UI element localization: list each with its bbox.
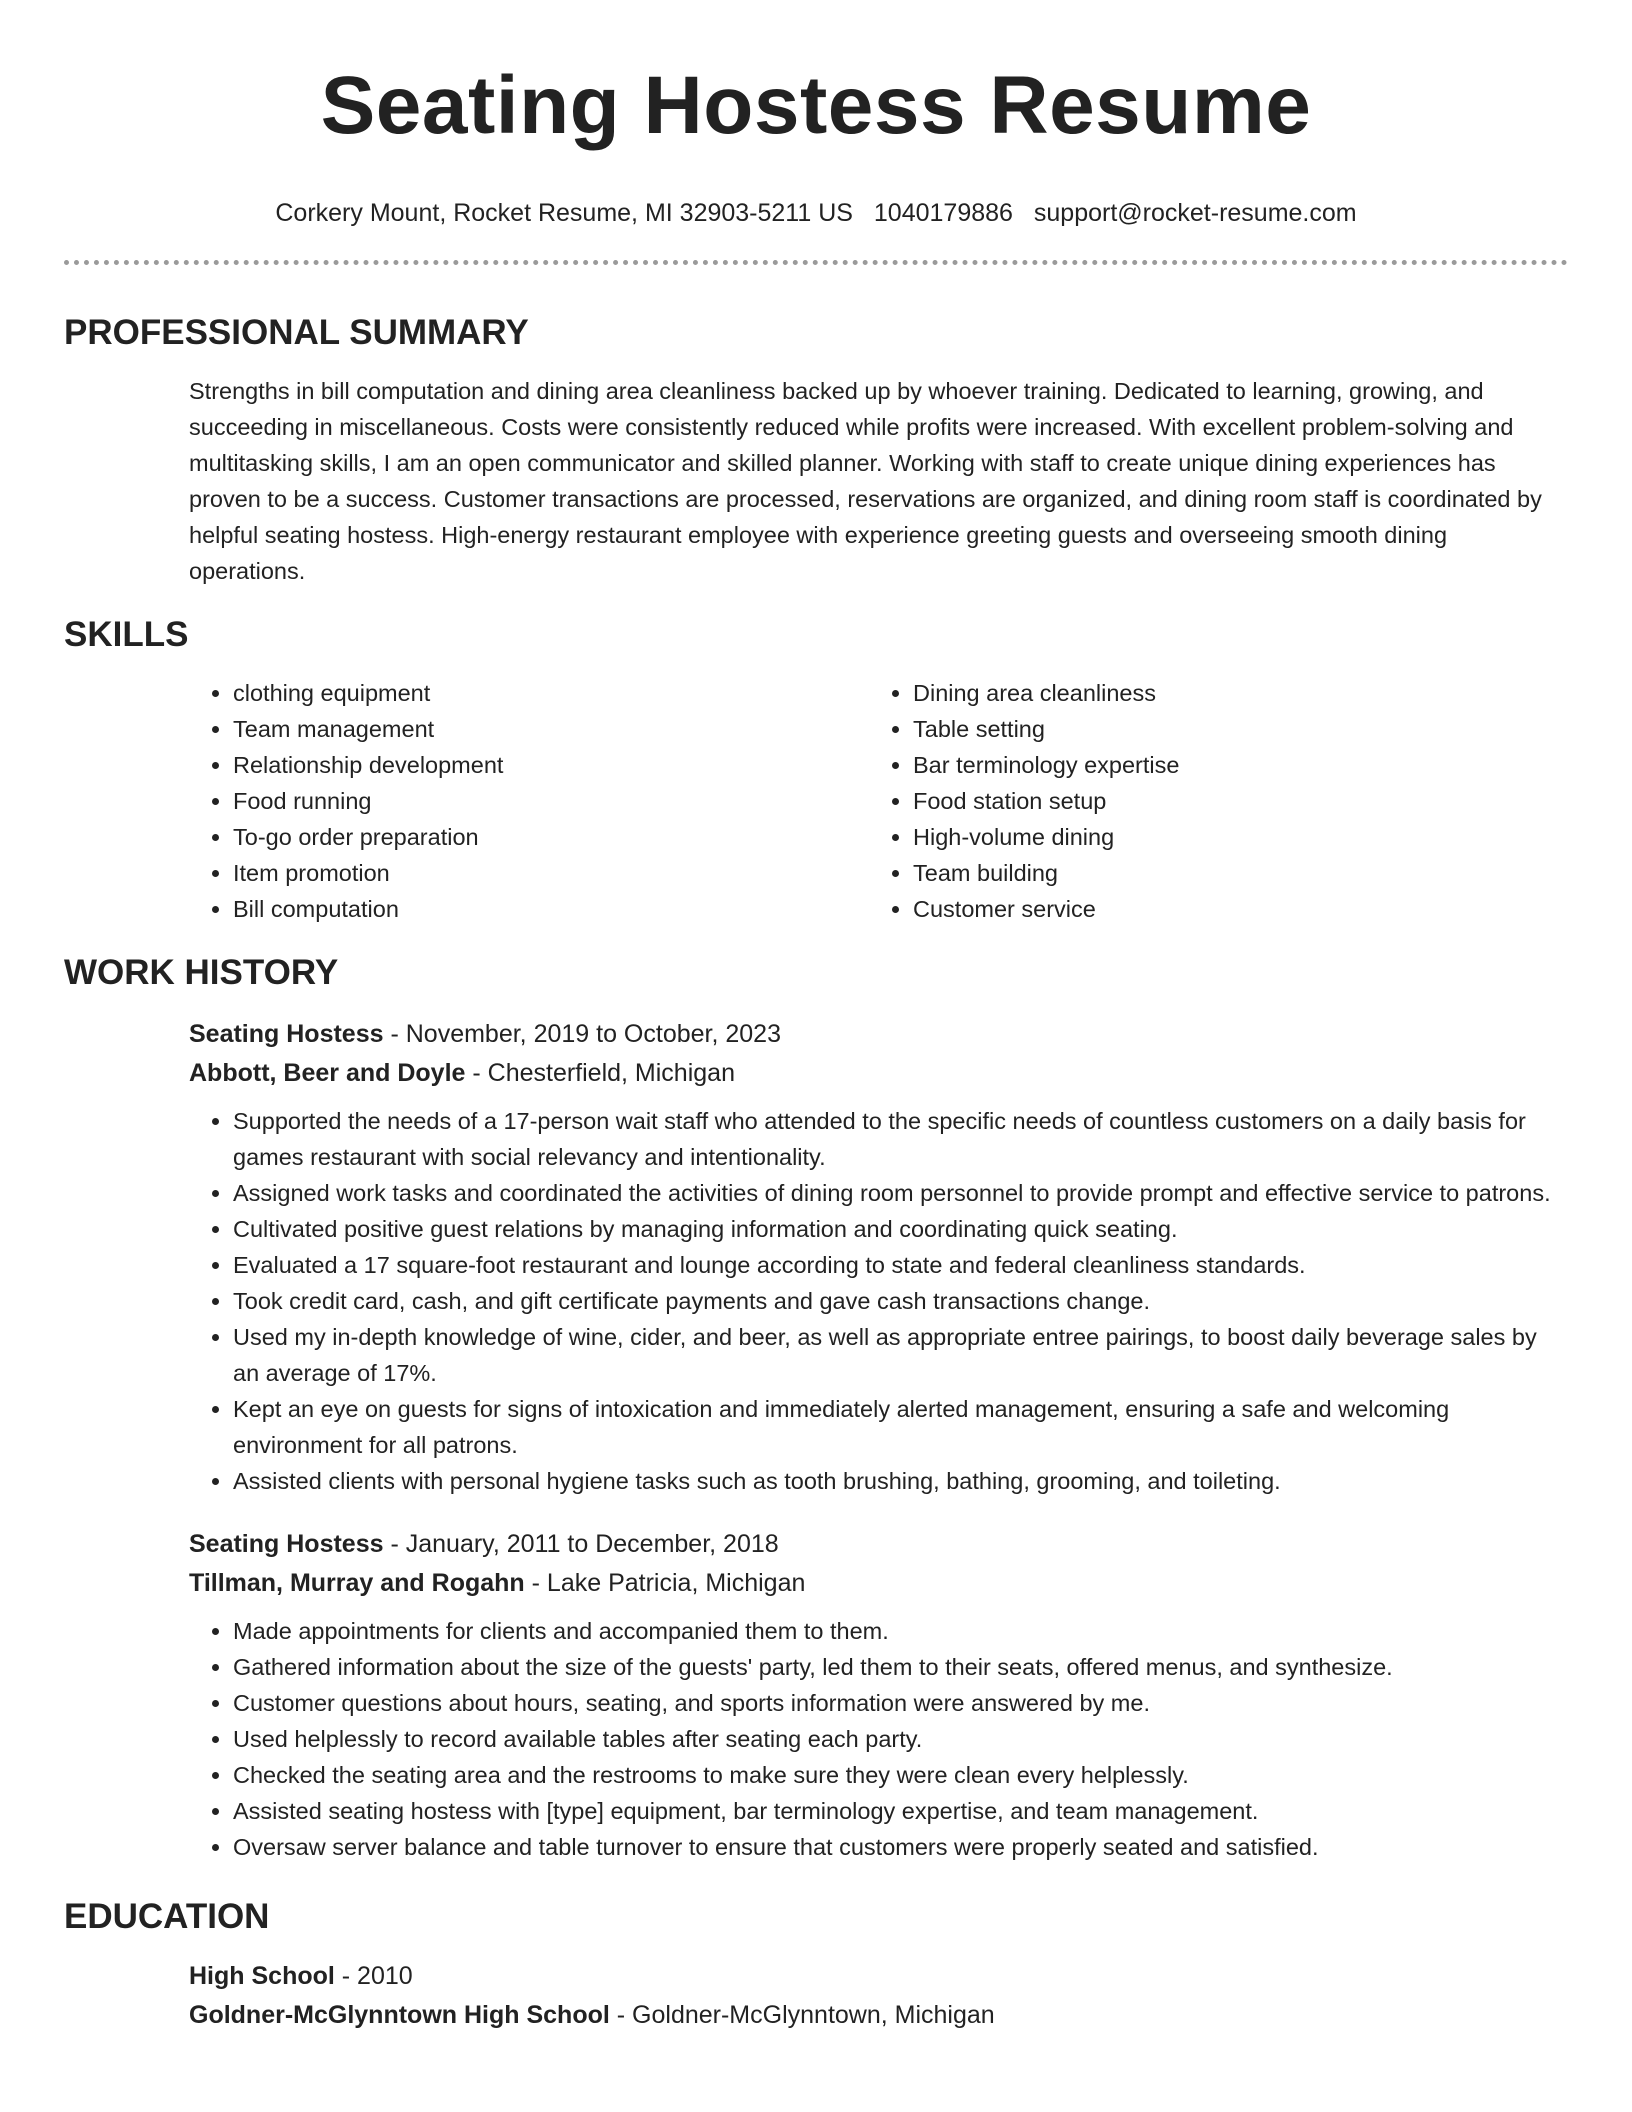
education-location: - Goldner-McGlynntown, Michigan: [609, 2001, 995, 2029]
job-duty: • Checked the seating area and the restrooms to make sure they were clean every helplessly.: [233, 1757, 1568, 1793]
job-duty: • Used helplessly to record available tables after seating each party.: [233, 1721, 1568, 1757]
skill-item: • Table setting: [913, 711, 1549, 747]
skill-item: • To-go order preparation: [233, 819, 869, 855]
job-company: Tillman, Murray and Rogahn: [189, 1569, 525, 1597]
job-duty: • Used my in-depth knowledge of wine, cider, and beer, as well as appropriate entree pairings, to boost daily beverage sales by an average of 17%.: [233, 1319, 1568, 1391]
skill-item: • Bar terminology expertise: [913, 747, 1549, 783]
skill-item: • Team management: [233, 711, 869, 747]
contact-phone: 1040179886: [873, 199, 1013, 227]
job-company: Abbott, Beer and Doyle: [189, 1059, 466, 1087]
skill-item: • High-volume dining: [913, 819, 1549, 855]
job-duty: • Kept an eye on guests for signs of intoxication and immediately alerted management, ensuring a safe and welcoming environment for all patrons.: [233, 1391, 1568, 1463]
education-heading: EDUCATION: [64, 1897, 270, 1936]
contact-email: support@rocket-resume.com: [1033, 199, 1357, 227]
summary-text: Strengths in bill computation and dining area cleanliness backed up by whoever training. Dedicated to learning, growing, and succeeding in miscellaneous. Costs were consistently reduced while profits were increased. With excellent problem-solving and multitasking skills, I am an open communicator and skilled planner. Working with staff to create unique dining experiences has proven to be a success. Customer transactions are processed, reservations are organized, and dining room staff is coordinated by helpful seating hostess. High-energy restaurant employee with experience greeting guests and overseeing smooth dining operations.: [189, 378, 1542, 584]
skills-column-left: [189, 675, 869, 927]
job-duty: • Assisted clients with personal hygiene tasks such as tooth brushing, bathing, grooming, and toileting.: [233, 1463, 1568, 1499]
job-company-line: [189, 1564, 1568, 1603]
skill-item: • Food running: [233, 783, 869, 819]
summary-heading: PROFESSIONAL SUMMARY: [64, 313, 529, 352]
job-duty: • Oversaw server balance and table turnover to ensure that customers were properly seated and satisfied.: [233, 1829, 1568, 1865]
skill-item: • Bill computation: [233, 891, 869, 927]
job-title-line: [189, 1525, 1568, 1564]
skills-list: [64, 675, 1568, 927]
job-entry: [64, 1525, 1568, 1865]
job-duty: • Made appointments for clients and accompanied them to them.: [233, 1613, 1568, 1649]
education-degree-line: [189, 1957, 1568, 1996]
job-duty: • Supported the needs of a 17-person wait staff who attended to the specific needs of countless customers on a daily basis for games restaurant with social relevancy and intentionality.: [233, 1103, 1568, 1175]
skills-column-right: [869, 675, 1549, 927]
skill-item: • Team building: [913, 855, 1549, 891]
job-duty: • Evaluated a 17 square-foot restaurant and lounge according to state and federal cleanliness standards.: [233, 1247, 1568, 1283]
job-duty: • Customer questions about hours, seating, and sports information were answered by me.: [233, 1685, 1568, 1721]
job-dates: - November, 2019 to October, 2023: [383, 1020, 781, 1048]
job-entry: [64, 1015, 1568, 1499]
job-duty: • Cultivated positive guest relations by managing information and coordinating quick seating.: [233, 1211, 1568, 1247]
education-school: Goldner-McGlynntown High School: [189, 2001, 610, 2029]
skills-heading: SKILLS: [64, 615, 189, 654]
skill-item: • Dining area cleanliness: [913, 675, 1549, 711]
job-role: Seating Hostess: [189, 1530, 384, 1558]
job-duty: • Gathered information about the size of the guests' party, led them to their seats, offered menus, and synthesize.: [233, 1649, 1568, 1685]
work-history-heading: WORK HISTORY: [64, 953, 339, 992]
skill-item: • Customer service: [913, 891, 1549, 927]
job-role: Seating Hostess: [189, 1020, 384, 1048]
job-duties: [189, 1103, 1568, 1499]
education-degree: High School: [189, 1962, 335, 1990]
job-duty: • Took credit card, cash, and gift certificate payments and gave cash transactions change.: [233, 1283, 1568, 1319]
header-divider: [64, 260, 1568, 265]
skill-item: • Relationship development: [233, 747, 869, 783]
job-title-line: [189, 1015, 1568, 1054]
contact-address: Corkery Mount, Rocket Resume, MI 32903-5211 US: [275, 199, 853, 227]
skill-item: • Food station setup: [913, 783, 1549, 819]
job-duty: • Assisted seating hostess with [type] equipment, bar terminology expertise, and team management.: [233, 1793, 1568, 1829]
job-location: - Lake Patricia, Michigan: [524, 1569, 806, 1597]
job-dates: - January, 2011 to December, 2018: [383, 1530, 779, 1558]
education-school-line: [189, 1996, 1568, 2035]
job-duties: [189, 1613, 1568, 1865]
job-location: - Chesterfield, Michigan: [465, 1059, 735, 1087]
job-duty: • Assigned work tasks and coordinated the activities of dining room personnel to provide prompt and effective service to patrons.: [233, 1175, 1568, 1211]
education-year: - 2010: [334, 1962, 413, 1990]
contact-info: [64, 196, 1568, 230]
education-entry: [64, 1957, 1568, 2035]
job-company-line: [189, 1054, 1568, 1093]
skill-item: • clothing equipment: [233, 675, 869, 711]
skill-item: • Item promotion: [233, 855, 869, 891]
page-title: Seating Hostess Resume: [320, 60, 1312, 151]
